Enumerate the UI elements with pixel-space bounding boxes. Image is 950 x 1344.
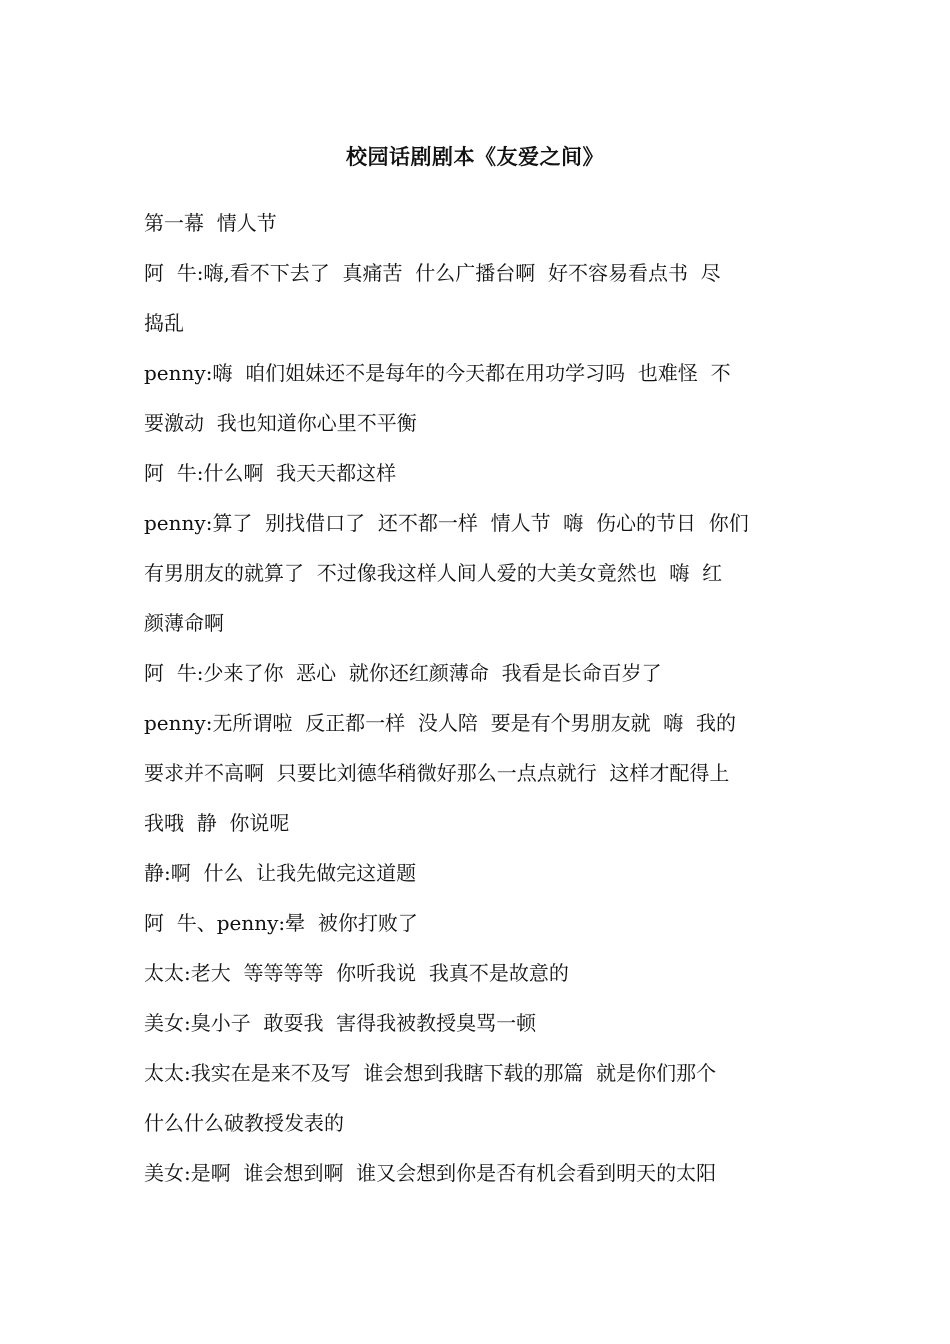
script-line: penny:无所谓啦 反正都一样 没人陪 要是有个男朋友就 嗨 我的 <box>144 711 737 735</box>
script-line: 什么什么破教授发表的 <box>144 1111 344 1135</box>
script-line: 静:啊 什么 让我先做完这道题 <box>144 861 417 885</box>
script-line: 要激动 我也知道你心里不平衡 <box>144 411 417 435</box>
script-line: 阿 牛:少来了你 恶心 就你还红颜薄命 我看是长命百岁了 <box>144 661 662 685</box>
script-line: 美女:是啊 谁会想到啊 谁又会想到你是否有机会看到明天的太阳 <box>144 1161 717 1185</box>
script-line: 要求并不高啊 只要比刘德华稍微好那么一点点就行 这样才配得上 <box>144 761 730 785</box>
script-line: 阿 牛:什么啊 我天天都这样 <box>144 461 397 485</box>
script-line: 颜薄命啊 <box>144 611 224 635</box>
script-line: penny:算了 别找借口了 还不都一样 情人节 嗨 伤心的节日 你们 <box>144 511 749 535</box>
script-body <box>144 198 804 1198</box>
script-line: 第一幕 情人节 <box>144 211 277 235</box>
script-title: 校园话剧剧本《友爱之间》 <box>346 144 604 169</box>
script-line: 太太:老大 等等等等 你听我说 我真不是故意的 <box>144 961 569 985</box>
script-line: 我哦 静 你说呢 <box>144 811 290 835</box>
script-line: 有男朋友的就算了 不过像我这样人间人爱的大美女竟然也 嗨 红 <box>144 561 723 585</box>
script-line: 阿 牛:嗨,看不下去了 真痛苦 什么广播台啊 好不容易看点书 尽 <box>144 261 721 285</box>
script-line: penny:嗨 咱们姐妹还不是每年的今天都在用功学习吗 也难怪 不 <box>144 361 731 385</box>
script-line: 阿 牛、penny:晕 被你打败了 <box>144 911 418 935</box>
script-line: 捣乱 <box>144 311 184 335</box>
script-line: 太太:我实在是来不及写 谁会想到我瞎下载的那篇 就是你们那个 <box>144 1061 717 1085</box>
script-line: 美女:臭小子 敢耍我 害得我被教授臭骂一顿 <box>144 1011 537 1035</box>
